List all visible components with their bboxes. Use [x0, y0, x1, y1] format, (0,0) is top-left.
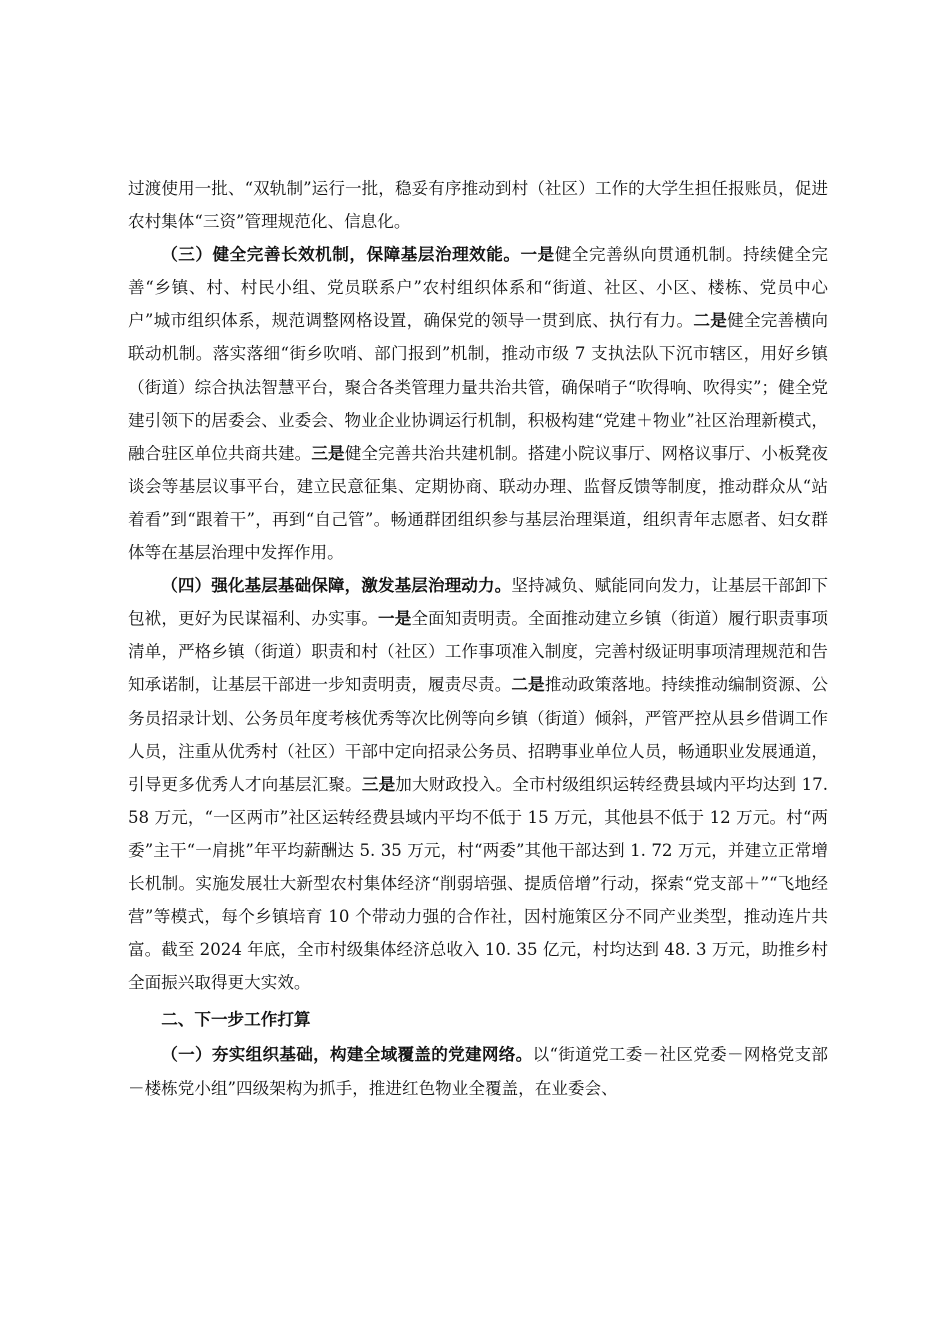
section-heading: 二、下一步工作打算 [161, 1009, 311, 1030]
paragraph-text: 以“街道党工委－社区党委－网格党支部－楼栋党小组”四级架构为抓手，推进红色物业全覆盖，在业委会、 [128, 1045, 829, 1098]
point-text-1: 全面知责明责。全面推动建立乡镇（街道）履行职责事项清单，严格乡镇（街道）职责和村（社区）工作事项准入制度，完善村级证明事项清理规范和告知承诺制，让基层干部进一步知责明责，履责尽责。 [128, 609, 829, 695]
point-marker-2: 二是 [511, 674, 545, 695]
paragraph-section-3 [128, 238, 828, 569]
point-text-3: 健全完善共治共建机制。搭建小院议事厅、网格议事厅、小板凳夜谈会等基层议事平台，建立民意征集、定期协商、联动办理、监督反馈等制度，推动群众从“站着看”到“跟着干”，再到“自己管”。畅通群团组织参与基层治理渠道，组织青年志愿者、妇女群体等在基层治理中发挥作用。 [128, 443, 829, 563]
point-marker-1: 一是 [520, 244, 555, 265]
point-text-2: 健全完善横向联动机制。落实落细“街乡吹哨、部门报到”机制，推动市级 7 支执法队下沉市辖区，用好乡镇（街道）综合执法智慧平台，聚合各类管理力量共治共管，确保哨子“吹得响、吹得实”；健全党建引领下的居委会、业委会、物业企业协调运行机制，积极构建“党建＋物业”社区治理新模式，融合驻区单位共商共建。 [128, 311, 829, 463]
document-body [128, 172, 828, 1105]
point-marker-2: 二是 [693, 310, 728, 331]
point-marker-3: 三是 [361, 773, 396, 794]
point-marker-1: 一是 [378, 608, 412, 629]
point-marker-3: 三是 [311, 442, 345, 463]
paragraph-lead-heading: （一）夯实组织基础，构建全域覆盖的党建网络。 [161, 1044, 533, 1065]
point-text-2: 推动政策落地。持续推动编制资源、公务员招录计划、公务员年度考核优秀等次比例等向乡镇（街道）倾斜，严管严控从县乡借调工作人员，注重从优秀村（社区）干部中定向招录公务员、招聘事业单位人员，畅通职业发展通道，引导更多优秀人才向基层汇聚。 [128, 675, 829, 794]
point-text-1: 健全完善纵向贯通机制。持续健全完善“乡镇、村、村民小组、党员联系户”农村组织体系和“街道、社区、小区、楼栋、党员中心户”城市组织体系，规范调整网格设置，确保党的领导一贯到底、执行有力。 [128, 245, 829, 331]
paragraph-intro-text: 坚持减负、赋能同向发力，让基层干部卸下包袱，更好为民谋福利、办实事。 [128, 576, 829, 629]
paragraph-section-4 [128, 569, 828, 999]
paragraph-continued: 过渡使用一批、“双轨制”运行一批，稳妥有序推动到村（社区）工作的大学生担任报账员，促进农村集体“三资”管理规范化、信息化。 [128, 179, 828, 232]
paragraph-next-step-1 [128, 1038, 828, 1104]
paragraph-lead-heading: （三）健全完善长效机制，保障基层治理效能。 [161, 244, 521, 265]
point-text-3: 加大财政投入。全市村级组织运转经费县域内平均达到 17. 58 万元，“一区两市”社区运转经费县域内平均不低于 15 万元，其他县不低于 12 万元。村“两委”主干“一肩挑”年平均薪酬达 5. 35 万元，村“两委”其他干部达到 1. 72 万元，并建立正常增长机制。实施发展壮大新型农村集体经济“削弱培强、提质倍增”行动，探索“党支部＋”“飞地经营”等模式，每个乡镇培育 10 个带动力强的合作社，因村施策区分不同产业类型，推动连片共富。截至 2024 年底，全市村级集体经济总收入 10. 35 亿元，村均达到 48. 3 万元，助推乡村全面振兴取得更大实效。 [128, 774, 829, 993]
paragraph-lead-heading: （四）强化基层基础保障，激发基层治理动力。 [161, 575, 512, 596]
